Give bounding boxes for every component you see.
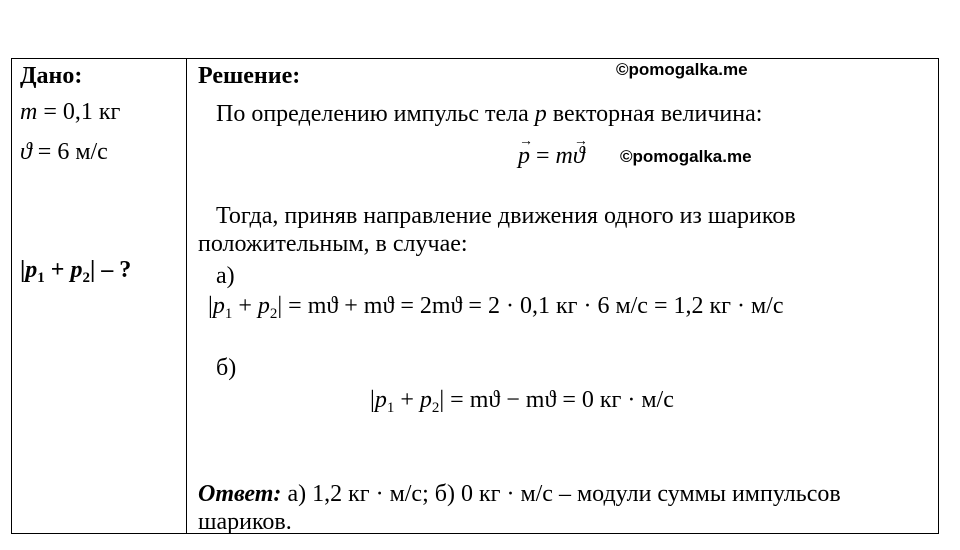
mass-variable: m	[20, 99, 38, 125]
column-divider	[186, 58, 187, 534]
answer-line2: шариков.	[198, 509, 292, 535]
watermark-inline: ©pomogalka.me	[620, 147, 752, 166]
solution-para-line1: Тогда, приняв направление движения одного из шариков	[216, 203, 796, 229]
mass-value: = 0,1 кг	[37, 99, 121, 125]
case-a-equation: $|p_1 + p_2| = mϑ + mϑ = 2mϑ = 2 \cdot 0,1$ кг · 6 м/с = 1,2 кг · м/с	[208, 293, 784, 322]
vector-p: → p	[518, 142, 530, 170]
solution-para-line2: положительным, в случае:	[198, 231, 468, 257]
solution-heading: Решение:	[198, 63, 301, 89]
answer-label: Ответ:	[198, 481, 282, 507]
solution-intro: По определению импульс тела p векторная величина:	[216, 101, 763, 127]
given-mass	[20, 98, 120, 126]
watermark-top: ©pomogalka.me	[616, 60, 748, 79]
case-b-label: б)	[216, 355, 237, 381]
given-question: $|p_1 + p_2|$ – ?	[20, 257, 132, 286]
case-b-equation: $|p_1 + p_2| = mϑ - mϑ = 0$ кг · м/с	[370, 387, 674, 416]
answer-line1: Ответ: а) 1,2 кг · м/с; б) 0 кг · м/с – модули суммы импульсов	[198, 481, 841, 507]
vector-v: → ϑ	[573, 142, 585, 170]
case-a-label: а)	[216, 263, 235, 289]
momentum-formula: → p = m→ ϑ	[518, 142, 585, 170]
speed-value: = 6 м/с	[31, 139, 108, 165]
speed-variable: ϑ	[20, 139, 32, 165]
given-heading: Дано:	[20, 63, 83, 89]
given-speed	[20, 138, 108, 166]
